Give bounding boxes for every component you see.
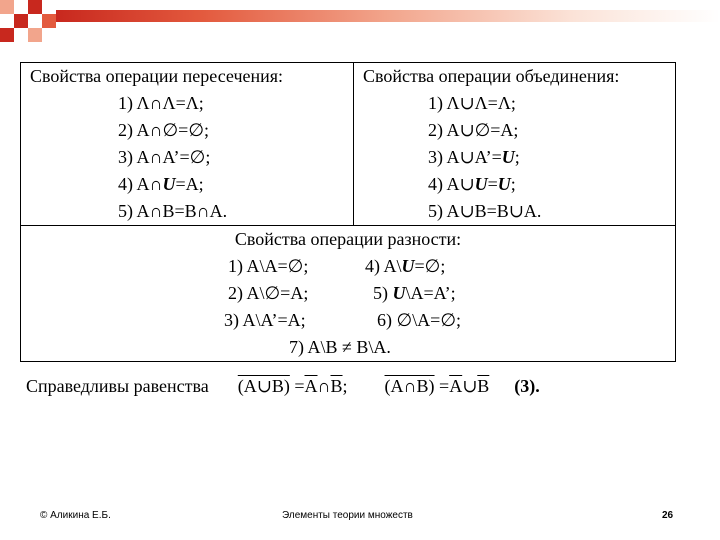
set-properties-table (20, 62, 676, 362)
equality-1-op: ∩ (317, 376, 331, 396)
equalities-line (26, 374, 540, 398)
equality-1-a: $\overline{A}$ (304, 376, 318, 396)
difference-prop-4: 4) A\U=∅; (365, 256, 446, 276)
footer-author: © Аликина Е.Б. (40, 510, 111, 521)
union-prop-1: 1) Λ∪Λ=Λ; (428, 93, 516, 113)
footer-topic: Элементы теории множеств (282, 510, 413, 521)
union-cell (354, 63, 676, 226)
intersection-cell (21, 63, 354, 226)
difference-prop-7: 7) A\B ≠ B\A. (289, 337, 391, 357)
deco-square-3 (28, 0, 42, 14)
deco-square-1 (0, 0, 14, 14)
union-prop-3: 3) A∪A’=U; (428, 147, 520, 167)
equality-2-b: $\overline{B}$ (477, 376, 490, 396)
difference-prop-3: 3) A\A’=A; (224, 310, 306, 330)
equality-2-op: ∪ (462, 376, 478, 396)
header-decoration (0, 0, 720, 60)
intersection-prop-4: 4) A∩U=A; (118, 174, 204, 194)
equality-2-a: $\overline{A}$ (449, 376, 463, 396)
intersection-title: Свойства операции пересечения: (30, 66, 284, 86)
equalities-lead: Справедливы равенства (26, 376, 209, 396)
equalities-ref: (3). (514, 376, 540, 396)
equality-1-b: $\overline{B}$ (330, 376, 343, 396)
deco-square-6 (42, 14, 56, 28)
deco-square-2 (14, 14, 28, 28)
difference-prop-1: 1) A\A=∅; (228, 256, 309, 276)
union-prop-4: 4) A∪U=U; (428, 174, 516, 194)
deco-gradient-bar (56, 10, 720, 22)
intersection-prop-2: 2) A∩∅=∅; (118, 120, 210, 140)
footer-page-number: 26 (662, 510, 674, 521)
difference-prop-5: 5) U\A=A’; (373, 283, 456, 303)
equality-2-lhs: (A∩B) (384, 376, 435, 396)
equality-2-eq: = (434, 376, 450, 396)
intersection-prop-3: 3) A∩A’=∅; (118, 147, 211, 167)
intersection-prop-5: 5) A∩B=B∩A. (118, 201, 228, 221)
deco-square-5 (28, 28, 42, 42)
difference-title: Свойства операции разности: (234, 229, 462, 249)
union-prop-2: 2) A∪∅=A; (428, 120, 519, 140)
union-prop-5: 5) A∪B=B∪A. (428, 201, 542, 221)
union-title: Свойства операции объединения: (363, 66, 620, 86)
difference-prop-6: 6) ∅\A=∅; (377, 310, 462, 330)
difference-cell (21, 226, 676, 362)
intersection-prop-1: 1) Λ∩Λ=Λ; (118, 93, 204, 113)
difference-prop-2: 2) A\∅=A; (228, 283, 309, 303)
deco-square-4 (0, 28, 14, 42)
equality-1-lhs: (A∪B) (237, 376, 290, 396)
equality-1-eq: = (289, 376, 305, 396)
equality-1-end: ; (342, 376, 348, 396)
